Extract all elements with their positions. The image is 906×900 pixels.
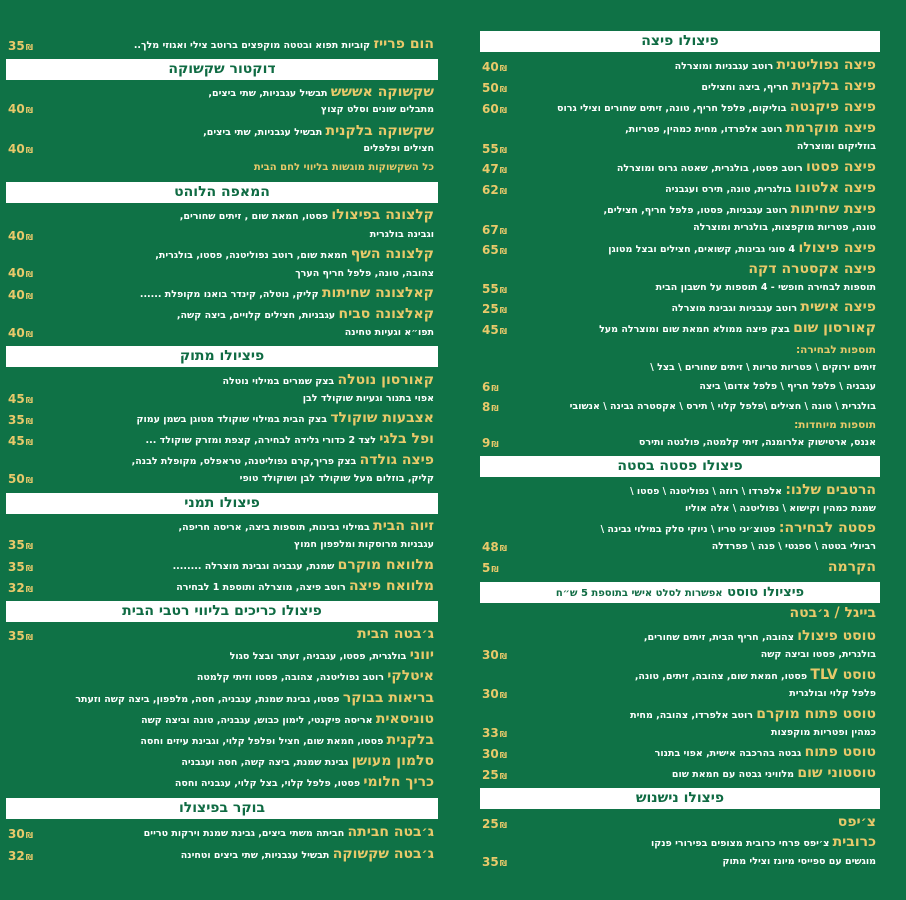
price: 25₪ [482, 768, 507, 782]
toppings-title: תוספות לבחירה: [795, 344, 876, 356]
price: 60₪ [482, 102, 507, 116]
toast-subtitle: בייגל / ג׳בטה [789, 605, 876, 621]
section-header-calzone: המאפה הלוהט [6, 182, 438, 203]
price: 40₪ [8, 288, 33, 302]
menu-item: מלוואח מוקרם שמנת, עגבניה וגבינת מוצרלה ........ [172, 557, 434, 573]
menu-item-desc: מוגשים עם ספייסי מיונז וצילי מתוק [722, 856, 876, 867]
menu-item: איטלקי רוטב נפוליטנה, צהובה, פסטו וזיתי קלמטה [196, 668, 434, 684]
menu-item: ג׳בטה חביתה חביתה משתי ביצים, גבינת שמנת וירקות טריים [143, 824, 434, 840]
menu-item-desc: קליק, בוזלום מעל שוקולד לבן ושוקולד טופי [239, 473, 434, 484]
section-header-sweet: פיציולו מתוק [6, 346, 438, 367]
menu-item: בריאות בבוקר פסטו, גבינת שמנת, עגבניה, חסה, מלפפון, ביצה קשה וזעתר [75, 690, 434, 706]
section-header-snack: פיצולו נישנוש [480, 788, 880, 809]
menu-item: טוסט פתוח גבטה בהרכבה אישית, אפוי בתנור [654, 744, 876, 760]
price: 8₪ [482, 400, 499, 414]
menu-item: צ׳יפס [837, 814, 876, 830]
menu-item: זיוה הבית במילוי גבינות, תוספות ביצה, אריסה חריפה, [178, 518, 434, 534]
menu-item: פיצה בלקנית חריף, ביצה וחצילים [701, 78, 876, 94]
price: 30₪ [482, 687, 507, 701]
toppings-line: עגבניה \ פלפל חריף \ פלפל אדום\ ביצה [699, 381, 876, 392]
menu-item-desc: צהובה, טונה, פלפל חריף הערך [295, 268, 434, 279]
menu-item: טוניסאית אריסה פיקנטי, לימון כבוש, עגבניה, טונה וביצה קשה [141, 711, 434, 727]
menu-item: מלוואח פיצה רוטב פיצה, מוצרלה ותוספת 1 לבחירה [176, 578, 434, 594]
price: 30₪ [482, 648, 507, 662]
price: 50₪ [482, 81, 507, 95]
menu-item-desc: תוספות לבחירה חופשי - 4 תוספות על חשבון הבית [655, 282, 876, 293]
price: 55₪ [482, 142, 507, 156]
menu-item-desc: פלפל קלוי ובולגרית [789, 688, 876, 699]
menu-item: טוסט TLV פסטו, חמאת שום, צהובה, זיתים, טונה, [634, 667, 876, 683]
price: 48₪ [482, 540, 507, 554]
menu-item: פיצה אישית רוטב עגבניות וגבינת מוצרלה [671, 299, 876, 315]
price: 35₪ [8, 538, 33, 552]
menu-item-desc: כמהין ופטריות מוקפצות [770, 727, 876, 738]
menu-item: כריך חלומי פסטו, פלפל קלוי, בצל קלוי, עגבניה וחסה [174, 774, 434, 790]
menu-item-desc: עגבניות מרוסקות ומלפפון חמוץ [293, 539, 434, 550]
price: 35₪ [8, 629, 33, 643]
menu-item: ופל בלגי לצד 2 כדורי גלידה לבחירה, קצפת ומזרק שוקולד ... [145, 431, 434, 447]
menu-item: טוסט פתוח מוקרם רוטב אלפרדו, צהובה, מחית [630, 706, 876, 722]
price: 45₪ [8, 392, 33, 406]
price: 40₪ [8, 102, 33, 116]
menu-item: קלצונה בפיצולו פסטו, חמאת שום , זיתים שחורים, [179, 207, 434, 223]
menu-item-desc: וגבינה בולגרית [369, 229, 434, 240]
price: 65₪ [482, 243, 507, 257]
menu-item: פיצה פסטו רוטב פסטו, בולגרית, שאטה גרוס ומוצרלה [616, 159, 876, 175]
price: 9₪ [482, 436, 499, 450]
menu-item: כרובית צ׳יפס פרחי כרובית מצופים בפירורי פנקו [650, 834, 876, 850]
menu-item: הרטבים שלנו: אלפרדו \ רוזה \ נפוליטנה \ פסטו \ [630, 482, 876, 498]
menu-item: פיצת שחיתות רוטב עגבניות, פסטו, פלפל חריף, חצילים, [603, 201, 876, 217]
menu-item: ג׳בטה הבית [357, 626, 434, 642]
menu-item-desc: חצילים ופלפלים [363, 143, 434, 154]
price: 45₪ [8, 434, 33, 448]
price: 30₪ [8, 827, 33, 841]
section-header-yemeni: פיצולו תמני [6, 493, 438, 514]
menu-item: פסטה לבחירה: פטוצ׳יני טריו \ ניוקי סלק במילוי גבינה \ [600, 520, 876, 536]
premium-title: תוספות מיוחדות: [794, 419, 876, 431]
menu-item: פיצה פיקנטה בוליקום, פלפל חריף, טונה, זיתים שחורים וצילי גרוס [557, 99, 876, 115]
menu-item: קאלצונה סביח עגבניות, חצילים קלויים, ביצה קשה, [176, 306, 434, 322]
menu-item-desc: תפו״א וגעיות טחינה [344, 327, 434, 338]
menu-item-desc: רביולי בטטה \ ספגטי \ פנה \ פפרדלה [711, 541, 876, 552]
menu-item: טוסטוני שום מלוויני גבטה עם חמאת שום [671, 765, 876, 781]
menu-item: קאורסון נוטלה בצק שמרים במילוי נוטלה [222, 372, 434, 388]
toppings-line: זיתים ירוקים \ פטריות טריות \ זיתים שחורים \ בצל \ [650, 362, 876, 373]
section-header-toast: פיציולו טוסט אפשרות לסלט אישי בתוספת 5 ש״ח [480, 582, 880, 603]
menu-item: פיצה נפוליטנית רוטב עגבניות ומוצרלה [674, 57, 876, 73]
price: 40₪ [8, 266, 33, 280]
price: 35₪ [8, 39, 33, 53]
shakshuka-note: כל השקשוקות מוגשות בליווי לחם הבית [253, 162, 434, 173]
menu-item: קלצונה השף חמאת שום, רוטב נפוליטנה, פסטו, בולגרית, [155, 246, 434, 262]
price: 55₪ [482, 282, 507, 296]
price: 6₪ [482, 380, 499, 394]
menu-item: פיצה פיצולו 4 סוגי גבינות, קשואים, חצילים ובצל מטוגן [608, 240, 876, 256]
price: 32₪ [8, 849, 33, 863]
price: 40₪ [482, 60, 507, 74]
section-header-shakshuka: דוקטור שקשוקה [6, 59, 438, 80]
price: 40₪ [8, 229, 33, 243]
price: 33₪ [482, 726, 507, 740]
premium-line: אננס, ארטישוק אלרומנה, זיתי קלמטה, פולנטה ותירס [638, 437, 876, 448]
menu-item: בלקנית פסטו, חמאת שום, חציל ופלפל קלוי, וגבינת עיזים וחסה [140, 732, 434, 748]
menu-item: פיצה גולדה בצק פריך,קרם נפוליטנה, טראפלס, מקופלת לבנה, [131, 452, 434, 468]
menu-item: שקשוקה בלקנית תבשיל עגבניות, שתי ביצים, [203, 123, 434, 139]
menu-item: פיצה מוקרמת רוטב אלפרדו, מחית כמהין, פטריות, [625, 120, 876, 136]
menu-item-desc: אפוי בתנור וגעיות שוקולד לבן [302, 393, 434, 404]
menu-item-desc: שמנת כמהין וקישוא \ נפוליטנה \ אלה אוליו [684, 503, 876, 514]
price: 25₪ [482, 817, 507, 831]
price: 47₪ [482, 162, 507, 176]
section-header-pasta: פיצולו פסטה בסטה [480, 456, 880, 477]
price: 32₪ [8, 581, 33, 595]
price: 30₪ [482, 747, 507, 761]
menu-item-desc: בולגרית, פסטו וביצה קשה [760, 649, 876, 660]
section-header-pizza: פיצולו פיצה [480, 31, 880, 52]
menu-item: פיצה אקסטרה דקה [748, 261, 876, 277]
price: 25₪ [482, 302, 507, 316]
price: 35₪ [8, 413, 33, 427]
menu-item: טוסט פיצולו צהובה, חריף הבית, זיתים שחורים, [643, 628, 876, 644]
menu-item: שקשוקה אששש תבשיל עגבניות, שתי ביצים, [208, 84, 434, 100]
menu-item-desc: מתבלים שונים וסלט קצוץ [320, 104, 434, 115]
menu-item: אצבעות שוקולד בצק הבית במילוי שוקולד מטוגן בשמן עמוק [136, 410, 434, 426]
section-header-sandwich: פיצולו כריכים בליווי רטבי הבית [6, 601, 438, 622]
price: 67₪ [482, 223, 507, 237]
price: 5₪ [482, 561, 499, 575]
price: 35₪ [482, 855, 507, 869]
toppings-line: בולגרית \ טונה \ חצילים \פלפל קלוי \ תירס \ אקסטרה גבינה \ אנשובי [569, 401, 876, 412]
menu-item-desc: טונה, פטריות מוקפצות, בולגרית ומוצרלה [693, 222, 876, 233]
price: 50₪ [8, 472, 33, 486]
menu-item: קאלצונה שחיתות קליק, נוטלה, קינדר בואנו מקופלת ...... [139, 285, 434, 301]
price: 62₪ [482, 183, 507, 197]
menu-item: קאורסון שום בצק פיצה ממולא חמאת שום ומוצרלה מעל [599, 320, 876, 336]
price: 35₪ [8, 560, 33, 574]
price: 45₪ [482, 323, 507, 337]
price: 40₪ [8, 142, 33, 156]
menu-item-desc: בוזליקום ומוצרלה [796, 141, 876, 152]
menu-item: ג׳בטה שקשוקה תבשיל עגבניות, שתי ביצים וטחינה [180, 846, 434, 862]
menu-item: סלמון מעושן גבינת שמנת, ביצה קשה, חסה ועגבניה [181, 753, 434, 769]
menu-item: פיצה אלטונו בולגרית, טונה, תירס ועגבניה [665, 180, 876, 196]
menu-item: הום פרייז קוביות תפוא ובטטה מוקפצים ברוטב צילי ואגוזי מלך.. [133, 36, 434, 52]
menu-item: הקרמה [827, 559, 876, 575]
price: 40₪ [8, 326, 33, 340]
menu-item: יווני בולגרית, פסטו, עגבניה, זעתר ובצל סגול [229, 647, 434, 663]
section-header-breakfast: בוקר בפיצולו [6, 798, 438, 819]
